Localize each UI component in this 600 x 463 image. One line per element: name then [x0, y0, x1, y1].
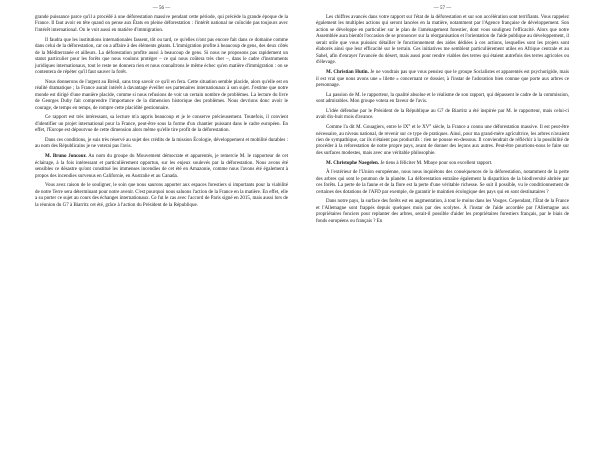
paragraph-text: Je ne voudrais pas que vous pensiez que le groupe Socialistes et apparentés est psychorigide, mais il est vrai que nous avons une « lilette » concernant ce dossier, à l'instar de l'adoration bien connue que porte aux arbres ce personnage.	[316, 70, 569, 89]
paragraph-text: Vous avez raison de le souligner, le soin que nous saurons apporter aux espaces forestiers si importants pour la viabilité de notre Terre sera déterminant pour notre avenir. C'est pourquoi nous saluons l'action de la France en la matière. En effet, elle a su porter ce sujet au cours des échanges internationaux. Ce fut le cas avec l'accord de Paris signé en 2015, mais aussi lors de la réunion du G7 à Biarritz cet été, grâce à l'action du Président de la République.	[35, 183, 288, 208]
paragraph	[316, 109, 569, 122]
paragraph-text: Je tiens à féliciter M. Mbaye pour son excellent rapport.	[379, 160, 493, 166]
paragraph-text: L'idée défendue par le Président de la République au G7 de Biarritz a été inspirée par M. le rapporteur, mais celui-ci avait dix-huit mois d'avance.	[316, 108, 569, 121]
paragraph-text: Les chiffres avancés dans votre rapport sur l'état de la déforestation et sur son accélération sont terrifiants. Vous rappelez également les multiples actions qui seront lancées en la matière, notamment par l'Agence française de développement. Son action se développe en particulier sur le plan de l'aménagement forestier, dont vous soulignez l'efficacité. Alors que notre Assemblée aura bientôt l'occasion de se prononcer sur la réorganisation et l'orientation de l'aide publique au développement, il serait utile que vous puissiez détailler le fonctionnement des aides dédiées à ces actions, lesquelles sont les projets sont élaborés ainsi que leur efficacité sur le terrain. Ces initiatives me semblent particulièrement utiles en Afrique centrale et au Sahel, afin d'enrayer l'avancée du désert, mais aussi pour rendre viables des terres qui étaient autrefois des terres agricoles ou d'élevage.	[316, 15, 569, 66]
paragraph	[35, 38, 288, 77]
paragraph	[35, 138, 288, 151]
right-body	[316, 15, 569, 225]
paragraph	[316, 161, 569, 167]
page-number: — 56 —	[152, 6, 171, 11]
paragraph-text: La passion de M. le rapporteur, la qualité absolue et le réalisme de son rapport, qui dépassent le cadre de la commission, sont admirables. Mon groupe votera en faveur de l'avis.	[316, 92, 569, 105]
paragraph-text: À l'extérieur de l'Union européenne, nous nous inquiétons des conséquences de la déforestation, notamment de la perte des arbres qui sont le poumon de la planète. La déforestation entraîne également la disparition de la biodiversité abritée par ces forêts. La perte de la faune et de la flore est la perte d'une véritable richesse. Se suit il possible, vu le conditionnement de certaines des dotations de l'AFD par exemple, de garantir le maintien écologique des pays qui en sont destinataires ?	[316, 170, 569, 195]
paragraph	[316, 125, 569, 157]
paragraph-text: Dans notre pays, la surface des forêts est en augmentation, à tout le moins dans les Vosges. Cependant, l'État de la France et l'Allemagne sont frappés depuis quelques mois par des scolytes. À l'instar de l'aide accordée par l'Allemagne aux propriétaires fonciers pour replanter des arbres, serait-il possible d'aider les propriétaires forestiers français, par le biais de fonds européens ou français ? En	[316, 199, 569, 224]
paragraph	[35, 183, 288, 209]
paragraph	[35, 115, 288, 134]
paragraph	[316, 70, 569, 89]
page-number: — 57 —	[433, 6, 452, 11]
paragraph	[35, 154, 288, 180]
left-body	[35, 15, 288, 209]
paragraph-text: Comme l'a dit M. Gouagiers, entre le IX° et le XV° siècle, la France a connu une déforestation massive. Il est peut-être nécessaire, au niveau national, de revenir sur ce type de pratiques. Ainsi, pour ma grand-mère agricultrice, les arbres n'avaient rien de sympathique, car ils n'étaient pas productifs : rien ne pousse en-dessous. Il conviendrait de réfléchir à la possibilité de procéder à la reforestation de notre propre pays, avant de donner des leçons aux autres. Peut-être pourrions-nous le faire sur des surfaces modestes, mais avec une véritable philosophie.	[316, 125, 569, 156]
paragraph-text: Dans ces conditions, je suis très réservé au sujet des crédits de la mission Écologie, développement et mobilité durables : au nom des Républicains je ne voterai pas l'avis.	[35, 137, 288, 150]
paragraph	[316, 15, 569, 67]
paragraph-text: Ce rapport est très intéressant, sa lecture m'a appris beaucoup et je le conserve précieusement. Toutefois, il convient d'identifier un projet international pour la France, peut-être sous la forme d'un chantier puissant dans le cadre européen. En effet, l'Europe est dépourvue de cette dimension alors même qu'elle tire profit de la déforestation.	[35, 115, 288, 134]
left-page	[35, 6, 288, 209]
paragraph-text: Nous donnerons de l'argent au Brésil, sans trop savoir ce qu'il en fera. Cette situation semble placide, alors qu'elle est en réalité dramatique ; la France aurait intérêt à davantage éveiller ses partenaires internationaux à son sujet. J'estime que notre monde est dirigé d'une manière placide, comme si nous refusions de voir un certain nombre de problèmes. La lecture du livre de Georges Duby fait comprendre l'importance de la dimension historique des problèmes. Nous devrions donc avoir le courage, de temps en temps, de rompre cette placidité gestionnaire.	[35, 79, 288, 111]
speaker-name: M. Christophe Naegelen.	[326, 160, 380, 166]
paragraph	[35, 80, 288, 112]
paragraph	[316, 199, 569, 225]
speaker-name: M. Christian Hutin.	[326, 70, 369, 76]
paragraph	[316, 93, 569, 106]
paragraph	[35, 15, 288, 34]
paragraph-text: Il faudra que les institutions internationales fassent, tôt ou tard, ce qu'elles n'ont pas encore fait dans ce domaine comme dans celui de la déforestation, car on a affaire à des éléments géants. L'immigration profite à beaucoup de gens, des deux côtés de la Méditerranée et ailleurs. La déforestation profite aussi à beaucoup de gens. Si nous ne proposons pas rapidement un statut particulier pour les forêts que nous voulons protéger – ce qui nous coûtera très cher –, dans le cadre d'instruments juridiques internationaux, tout le reste ne donnera rien et nous connaîtrons le même échec qu'en matière d'immigration : on se contentera de répéter qu'il faut sauver la forêt.	[35, 37, 288, 76]
speaker-name: M. Bruno Joncour.	[45, 154, 87, 160]
right-page	[316, 6, 569, 225]
paragraph-text: grande puissance parce qu'il a procédé à une déforestation massive pendant cette période, qui précède la grande époque de la France. Il faut avoir en tête quand on pense aux États en pleine déforestation : l'intérêt national ne coïncide pas toujours avec l'intérêt international. On le voit aussi en matière d'immigration.	[35, 15, 288, 33]
paragraph	[316, 170, 569, 196]
paragraph-text: Au nom du groupe du Mouvement démocrate et apparentés, je remercie M. le rapporteur de cet éclairage, à la fois intéressant et particulièrement opportun, sur les enjeux soulevés par la déforestation. Nous avons été sensibles ce désastre qu'ont constitué les immenses incendies de cet été en Amazonie, comme nous l'avons été également à propos des incendies survenus en Californie, en Australie et au Canada.	[35, 154, 288, 179]
